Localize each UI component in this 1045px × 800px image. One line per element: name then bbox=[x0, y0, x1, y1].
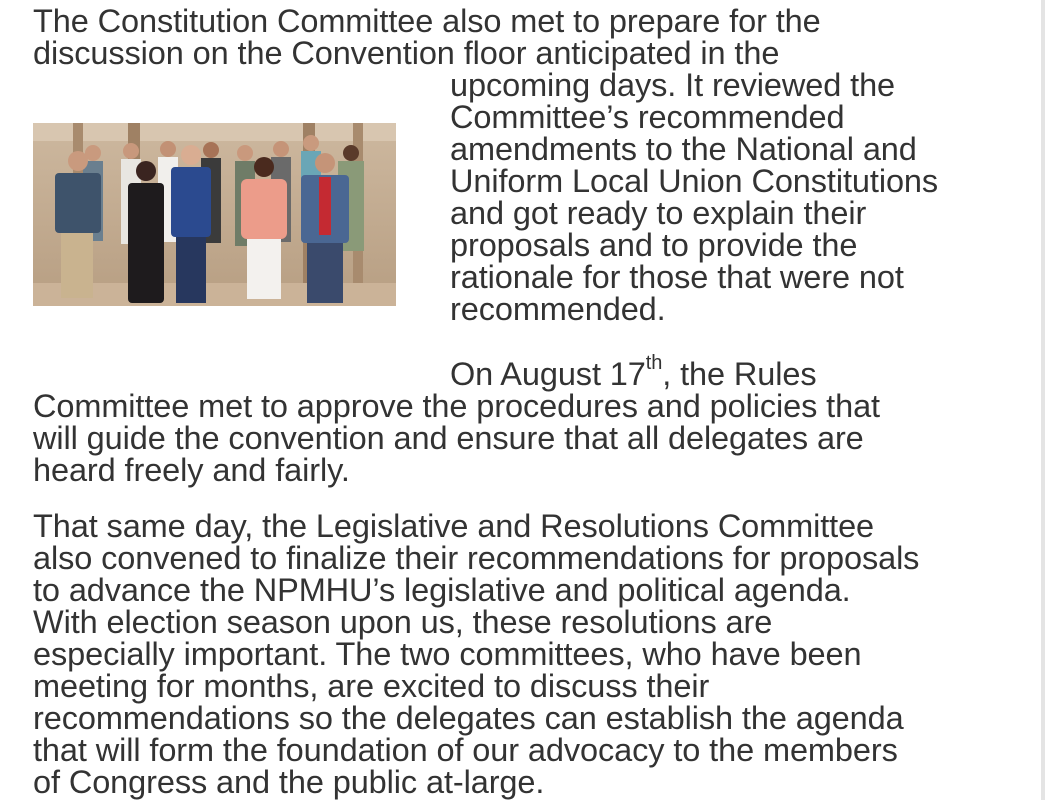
text-fragment: , the Rules bbox=[662, 356, 817, 392]
text-line: Uniform Local Union Constitutions bbox=[450, 163, 939, 199]
text-line: discussion on the Convention floor anticipated in the bbox=[33, 35, 780, 71]
text-line: will guide the convention and ensure that all delegates are bbox=[33, 420, 864, 456]
text-line: Committee met to approve the procedures and policies that bbox=[33, 388, 880, 424]
text-line: and got ready to explain their bbox=[450, 195, 867, 231]
committee-group-photo bbox=[33, 123, 396, 306]
paragraph-legislative-committee bbox=[33, 510, 1033, 798]
text-line: recommendations so the delegates can establish the agenda bbox=[33, 700, 904, 736]
text-line: also convened to finalize their recommendations for proposals bbox=[33, 540, 920, 576]
text-line: The Constitution Committee also met to prepare for the bbox=[33, 3, 821, 39]
text-line: recommended. bbox=[450, 291, 666, 327]
text-line: rationale for those that were not bbox=[450, 259, 904, 295]
text-line: Committee’s recommended bbox=[450, 99, 845, 135]
text-line: proposals and to provide the bbox=[450, 227, 858, 263]
text-line: of Congress and the public at-large. bbox=[33, 764, 545, 800]
scrollbar-track[interactable] bbox=[1041, 0, 1045, 800]
text-line: meeting for months, are excited to discuss their bbox=[33, 668, 710, 704]
text-line: That same day, the Legislative and Resolutions Committee bbox=[33, 508, 875, 544]
text-fragment: On August 17 bbox=[450, 356, 646, 392]
text-line: upcoming days. It reviewed the bbox=[450, 67, 896, 103]
text-line: amendments to the National and bbox=[450, 131, 917, 167]
text-line: especially important. The two committees, who have been bbox=[33, 636, 862, 672]
text-line: to advance the NPMHU’s legislative and political agenda. bbox=[33, 572, 851, 608]
text-line: that will form the foundation of our advocacy to the members bbox=[33, 732, 898, 768]
ordinal-superscript: th bbox=[645, 352, 663, 375]
text-line: With election season upon us, these resolutions are bbox=[33, 604, 773, 640]
text-line-with-superscript bbox=[33, 352, 1033, 392]
text-line: heard freely and fairly. bbox=[33, 452, 350, 488]
paragraph-rules-committee bbox=[33, 352, 1033, 488]
group-photo-illustration bbox=[33, 123, 396, 306]
